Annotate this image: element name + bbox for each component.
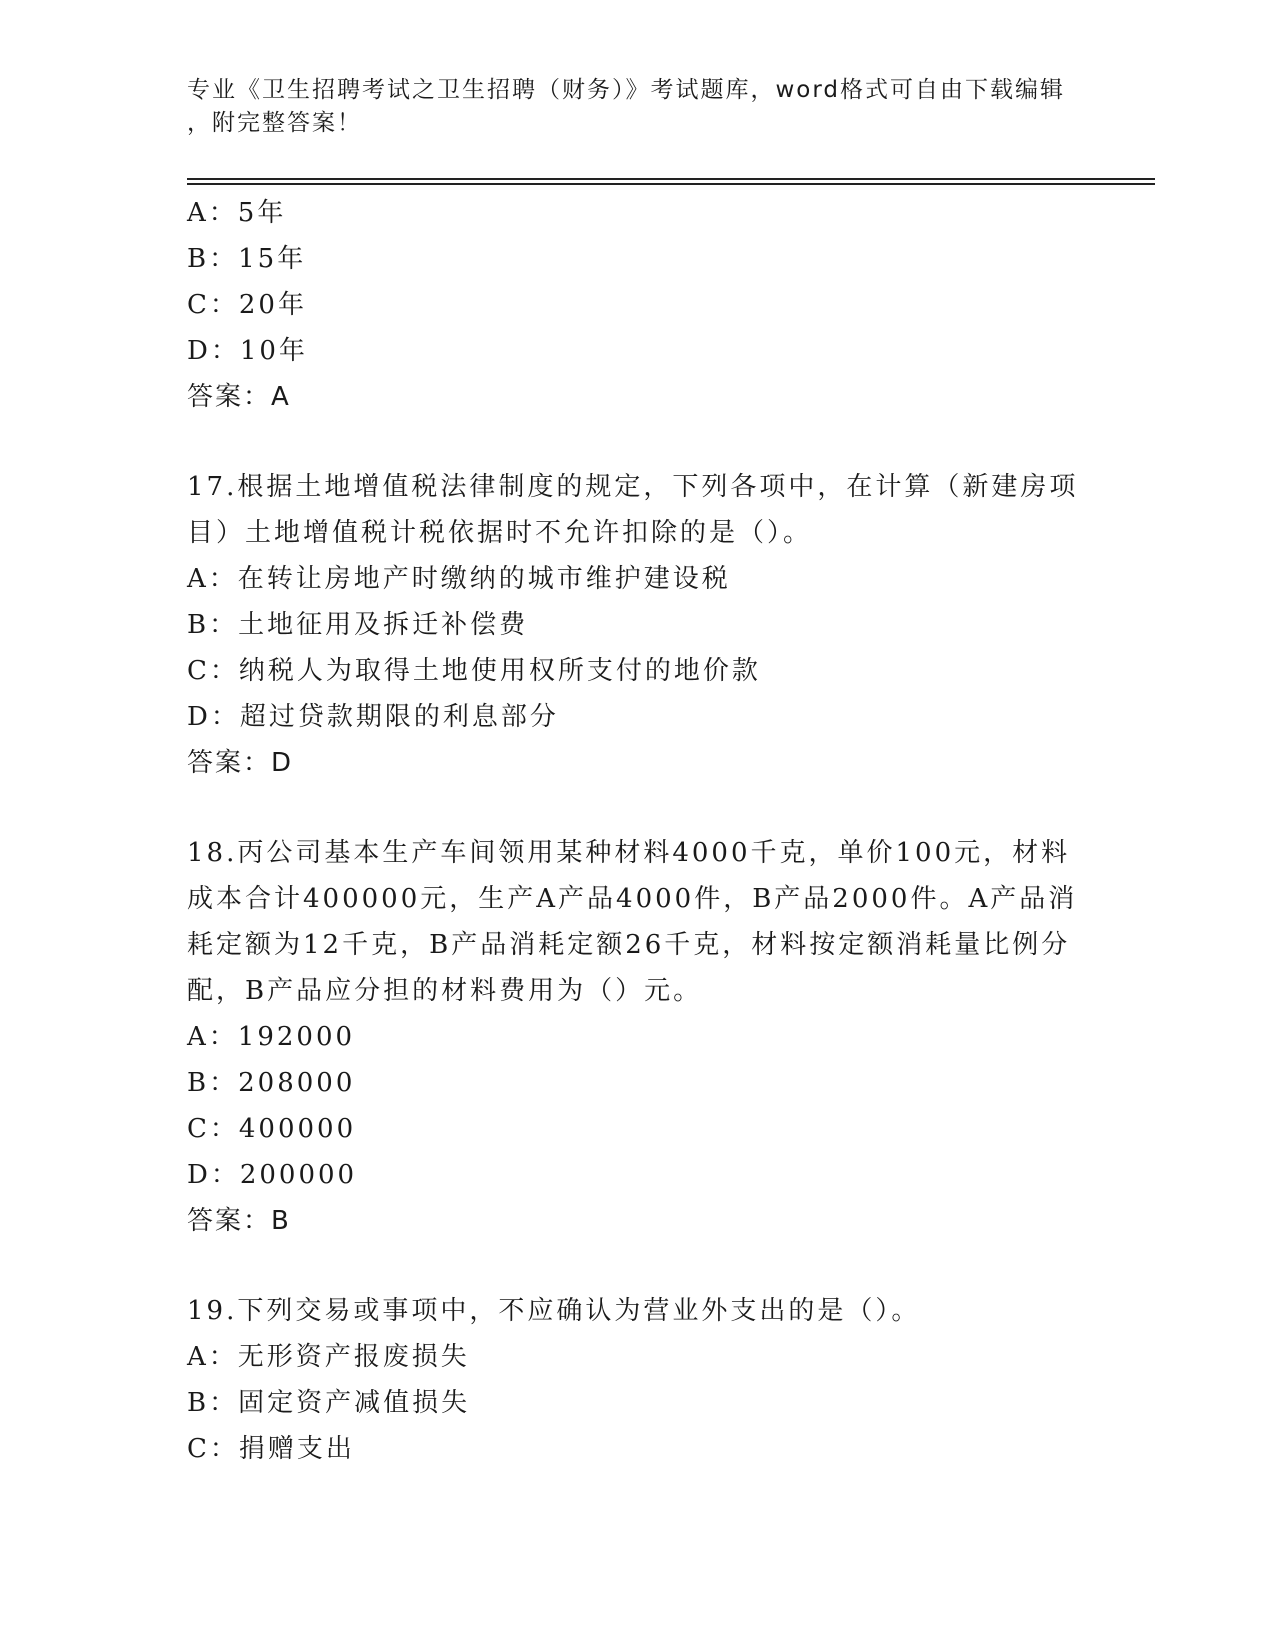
option-c: C：纳税人为取得土地使用权所支付的地价款 bbox=[187, 656, 761, 686]
option-c: C：400000 bbox=[187, 1114, 357, 1144]
question-17 bbox=[187, 464, 1087, 786]
answer: 答案：B bbox=[187, 1206, 291, 1236]
option-c: C：捐赠支出 bbox=[187, 1434, 355, 1464]
header-line-1: 专业《卫生招聘考试之卫生招聘（财务）》考试题库，word格式可自由下载编辑 bbox=[187, 77, 1066, 103]
question-stem: 17.根据土地增值税法律制度的规定，下列各项中，在计算（新建房项目）土地增值税计税依据时不允许扣除的是（）。 bbox=[187, 472, 1079, 548]
question-stem: 19.下列交易或事项中，不应确认为营业外支出的是（）。 bbox=[187, 1296, 921, 1326]
document-header bbox=[187, 74, 1067, 140]
option-d: D：200000 bbox=[187, 1160, 358, 1190]
answer: 答案：D bbox=[187, 748, 294, 778]
option-b: B：208000 bbox=[187, 1068, 356, 1098]
answer: 答案：A bbox=[187, 382, 291, 412]
option-d: D：超过贷款期限的利息部分 bbox=[187, 702, 559, 732]
header-line-2: ，附完整答案！ bbox=[187, 110, 362, 136]
option-b: B：15年 bbox=[187, 244, 307, 274]
option-d: D：10年 bbox=[187, 336, 308, 366]
option-a: A：192000 bbox=[187, 1022, 356, 1052]
question-stem: 18.丙公司基本生产车间领用某种材料4000千克，单价100元，材料成本合计400000元，生产A产品4000件，B产品2000件。A产品消耗定额为12千克，B产品消耗定额26千克，材料按定额消耗量比例分配，B产品应分担的材料费用为（）元。 bbox=[187, 838, 1078, 1006]
question-19 bbox=[187, 1288, 1087, 1472]
question-16 bbox=[187, 190, 1087, 420]
option-b: B：固定资产减值损失 bbox=[187, 1388, 471, 1418]
option-a: A：在转让房地产时缴纳的城市维护建设税 bbox=[187, 564, 731, 594]
option-b: B：土地征用及拆迁补偿费 bbox=[187, 610, 529, 640]
option-c: C：20年 bbox=[187, 290, 307, 320]
question-content bbox=[187, 190, 1087, 1472]
question-18 bbox=[187, 830, 1087, 1244]
option-a: A：无形资产报废损失 bbox=[187, 1342, 470, 1372]
option-a: A：5年 bbox=[187, 198, 287, 228]
header-divider-second bbox=[187, 183, 1155, 185]
header-divider bbox=[187, 178, 1155, 180]
